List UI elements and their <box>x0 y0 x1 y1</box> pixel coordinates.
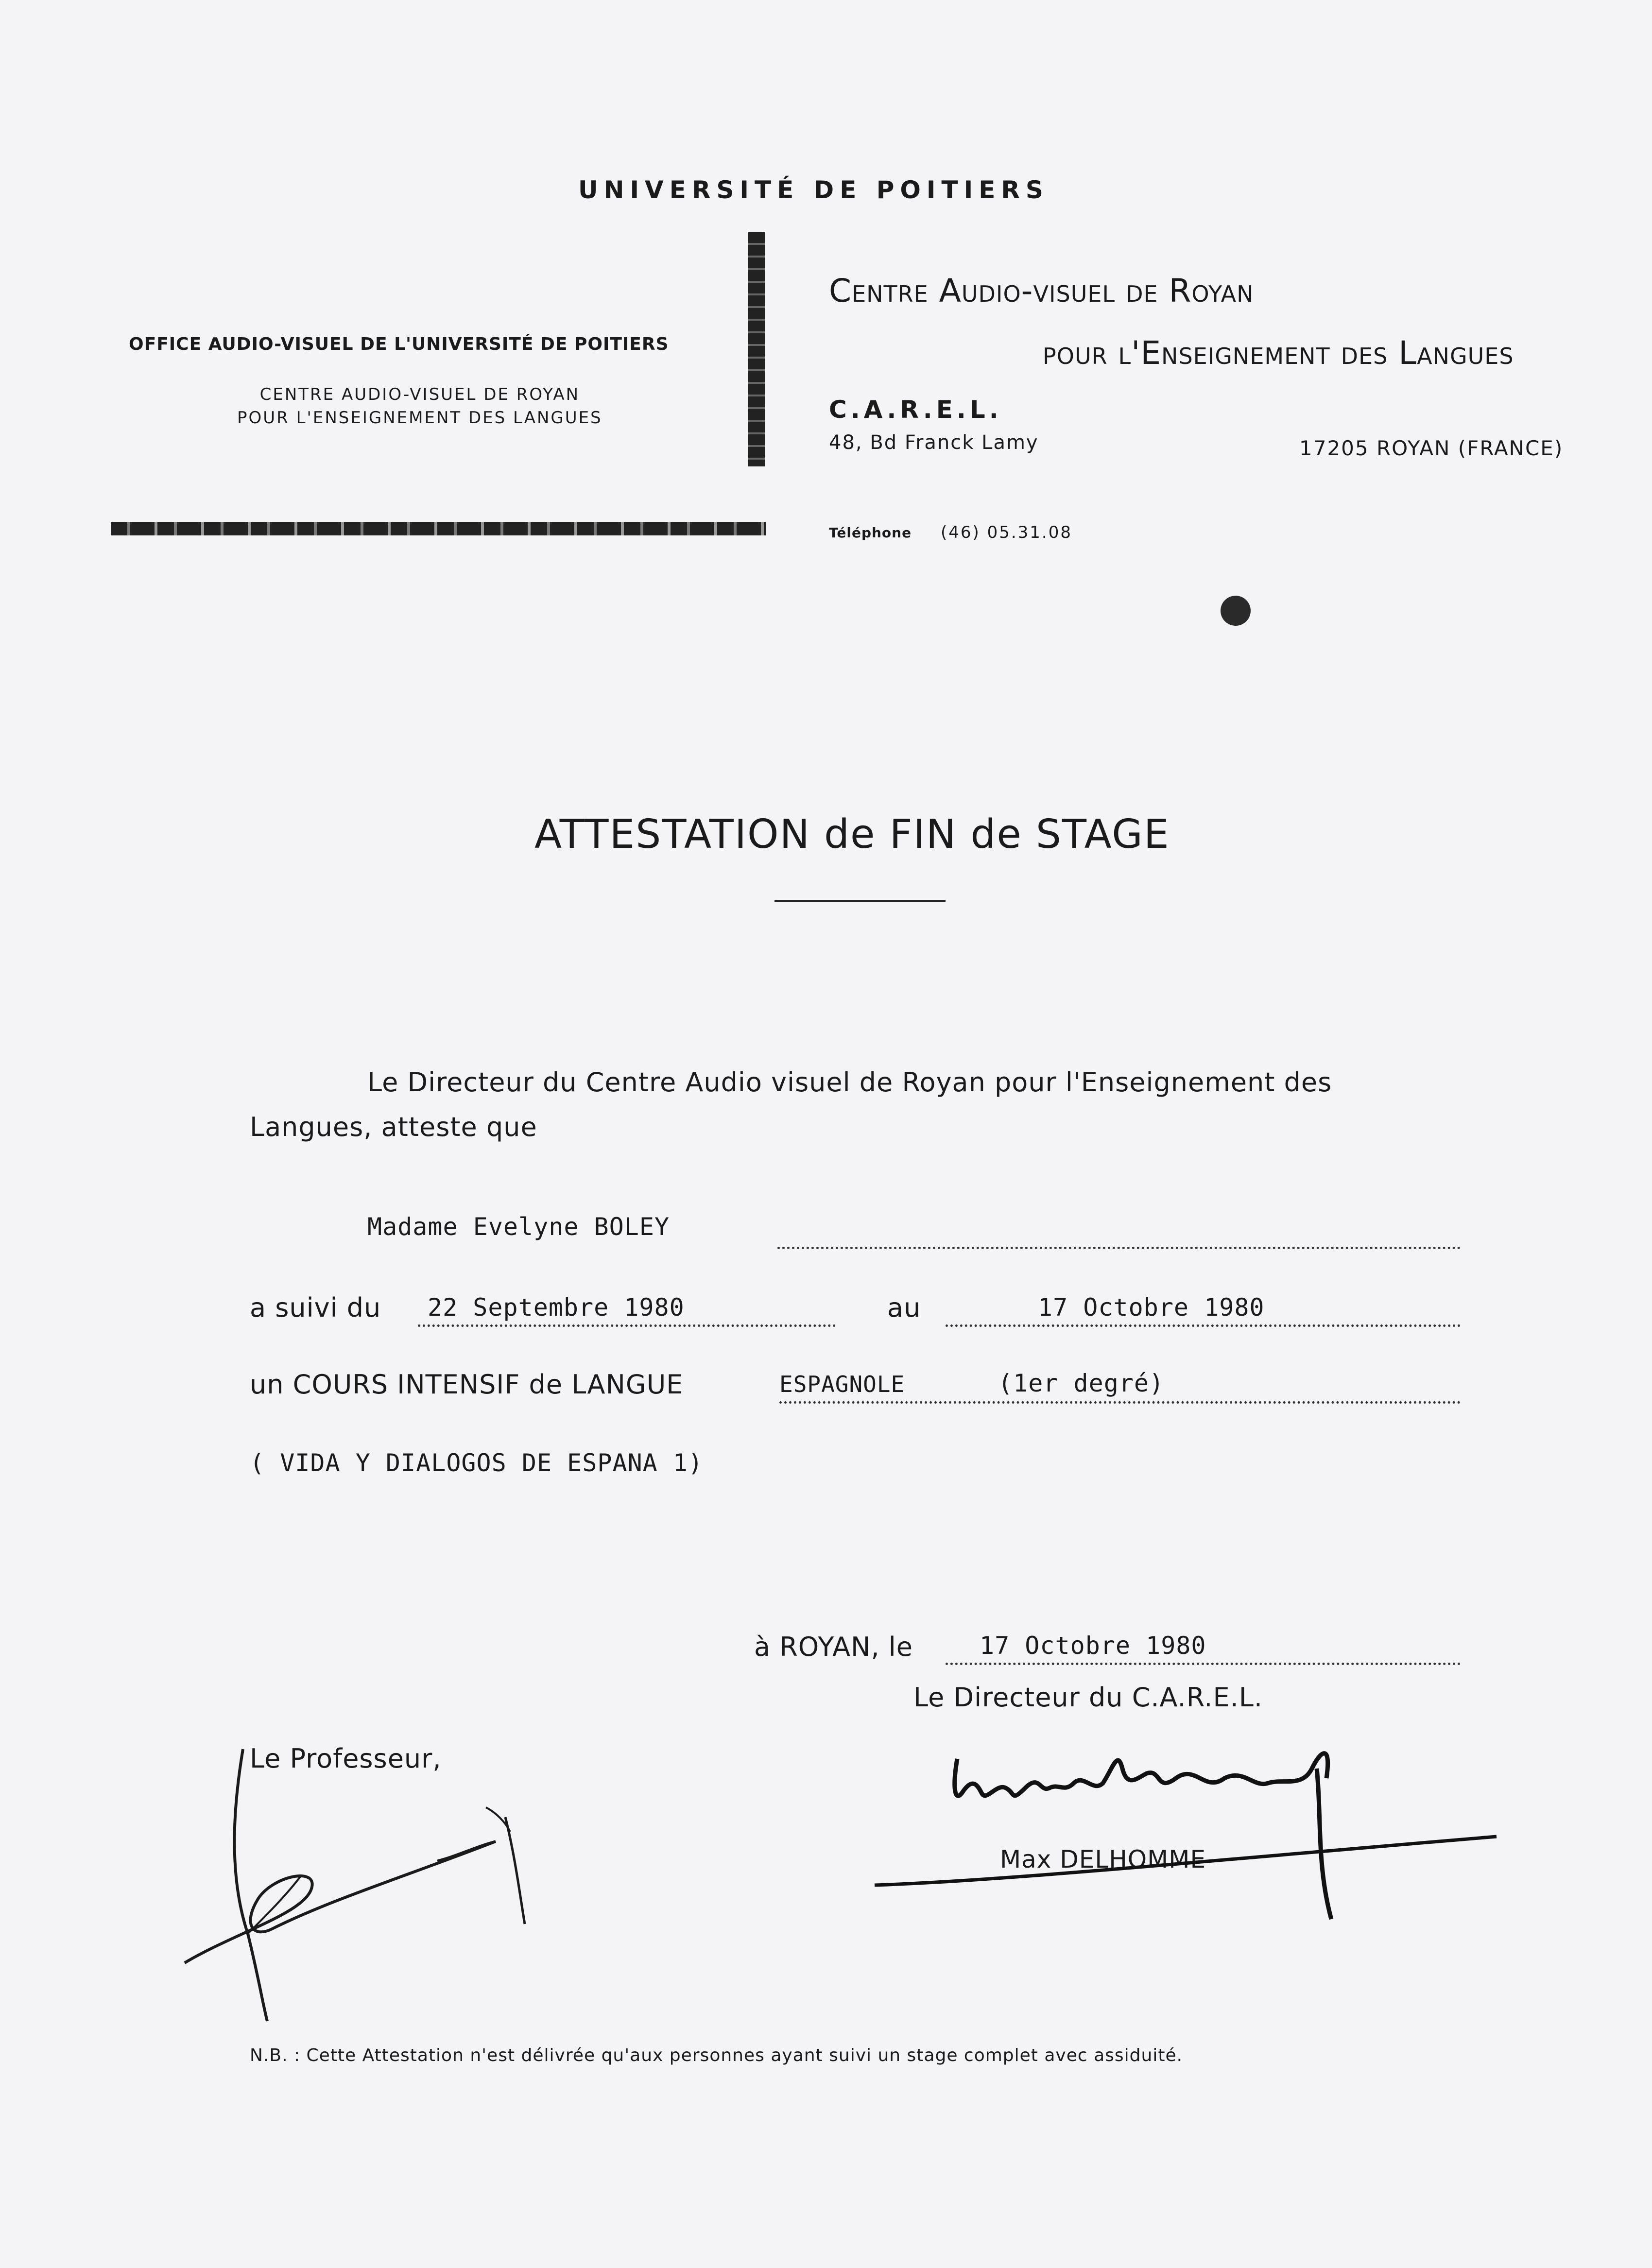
footnote: N.B. : Cette Attestation n'est délivrée qu'aux personnes ayant suivi un stage complet avec assiduité. <box>250 2045 1183 2065</box>
title-underline <box>774 900 946 902</box>
left-centre-line2: POUR L'ENSEIGNEMENT DES LANGUES <box>237 408 602 428</box>
place-label: à ROYAN, le <box>754 1632 913 1662</box>
intro-line1: Le Directeur du Centre Audio visuel de Royan pour l'Enseignement des <box>367 1067 1332 1098</box>
issue-date-dotted-line <box>946 1663 1461 1665</box>
carel-acronym: C.A.R.E.L. <box>829 395 1002 424</box>
start-date-dotted-line <box>418 1324 836 1327</box>
city-address: 17205 ROYAN (FRANCE) <box>1299 436 1564 460</box>
start-date: 22 Septembre 1980 <box>428 1293 685 1322</box>
header-horizontal-bar <box>111 522 766 535</box>
director-title: Le Directeur du C.A.R.E.L. <box>913 1682 1263 1713</box>
suivi-label: a suivi du <box>250 1292 381 1323</box>
header-vertical-bar <box>748 232 765 466</box>
intro-line2: Langues, atteste que <box>250 1112 537 1142</box>
right-centre-line1: Centre Audio-visuel de Royan <box>829 272 1254 309</box>
course-degree: (1er degré) <box>998 1369 1165 1397</box>
issue-date: 17 Octobre 1980 <box>980 1632 1206 1660</box>
university-name: UNIVERSITÉ DE POITIERS <box>578 176 1049 204</box>
office-name: OFFICE AUDIO-VISUEL DE L'UNIVERSITÉ DE POITIERS <box>129 334 669 354</box>
page-title: ATTESTATION de FIN de STAGE <box>534 811 1170 858</box>
course-label: un COURS INTENSIF de LANGUE <box>250 1369 684 1400</box>
right-centre-line2: pour l'Enseignement des Langues <box>1043 334 1514 372</box>
course-dotted-line <box>779 1401 1461 1404</box>
street-address: 48, Bd Franck Lamy <box>829 431 1039 454</box>
student-name: Madame Evelyne BOLEY <box>367 1213 670 1241</box>
course-method: ( VIDA Y DIALOGOS DE ESPANA 1) <box>250 1449 704 1477</box>
end-date: 17 Octobre 1980 <box>1038 1293 1265 1322</box>
left-centre-line1: CENTRE AUDIO-VISUEL DE ROYAN <box>259 385 580 404</box>
name-dotted-line <box>777 1247 1461 1249</box>
left-centre-block <box>237 383 602 430</box>
professor-signature <box>175 1730 564 2031</box>
au-label: au <box>887 1292 921 1323</box>
phone-number: (46) 05.31.08 <box>941 523 1073 542</box>
director-name: Max DELHOMME <box>1000 1845 1206 1873</box>
director-signature <box>865 1739 1506 1934</box>
ink-dot-mark <box>1221 596 1251 626</box>
end-date-dotted-line <box>946 1324 1461 1327</box>
course-language: ESPAGNOLE <box>779 1371 905 1397</box>
professor-title: Le Professeur, <box>250 1743 442 1774</box>
phone-label: Téléphone <box>829 525 912 541</box>
